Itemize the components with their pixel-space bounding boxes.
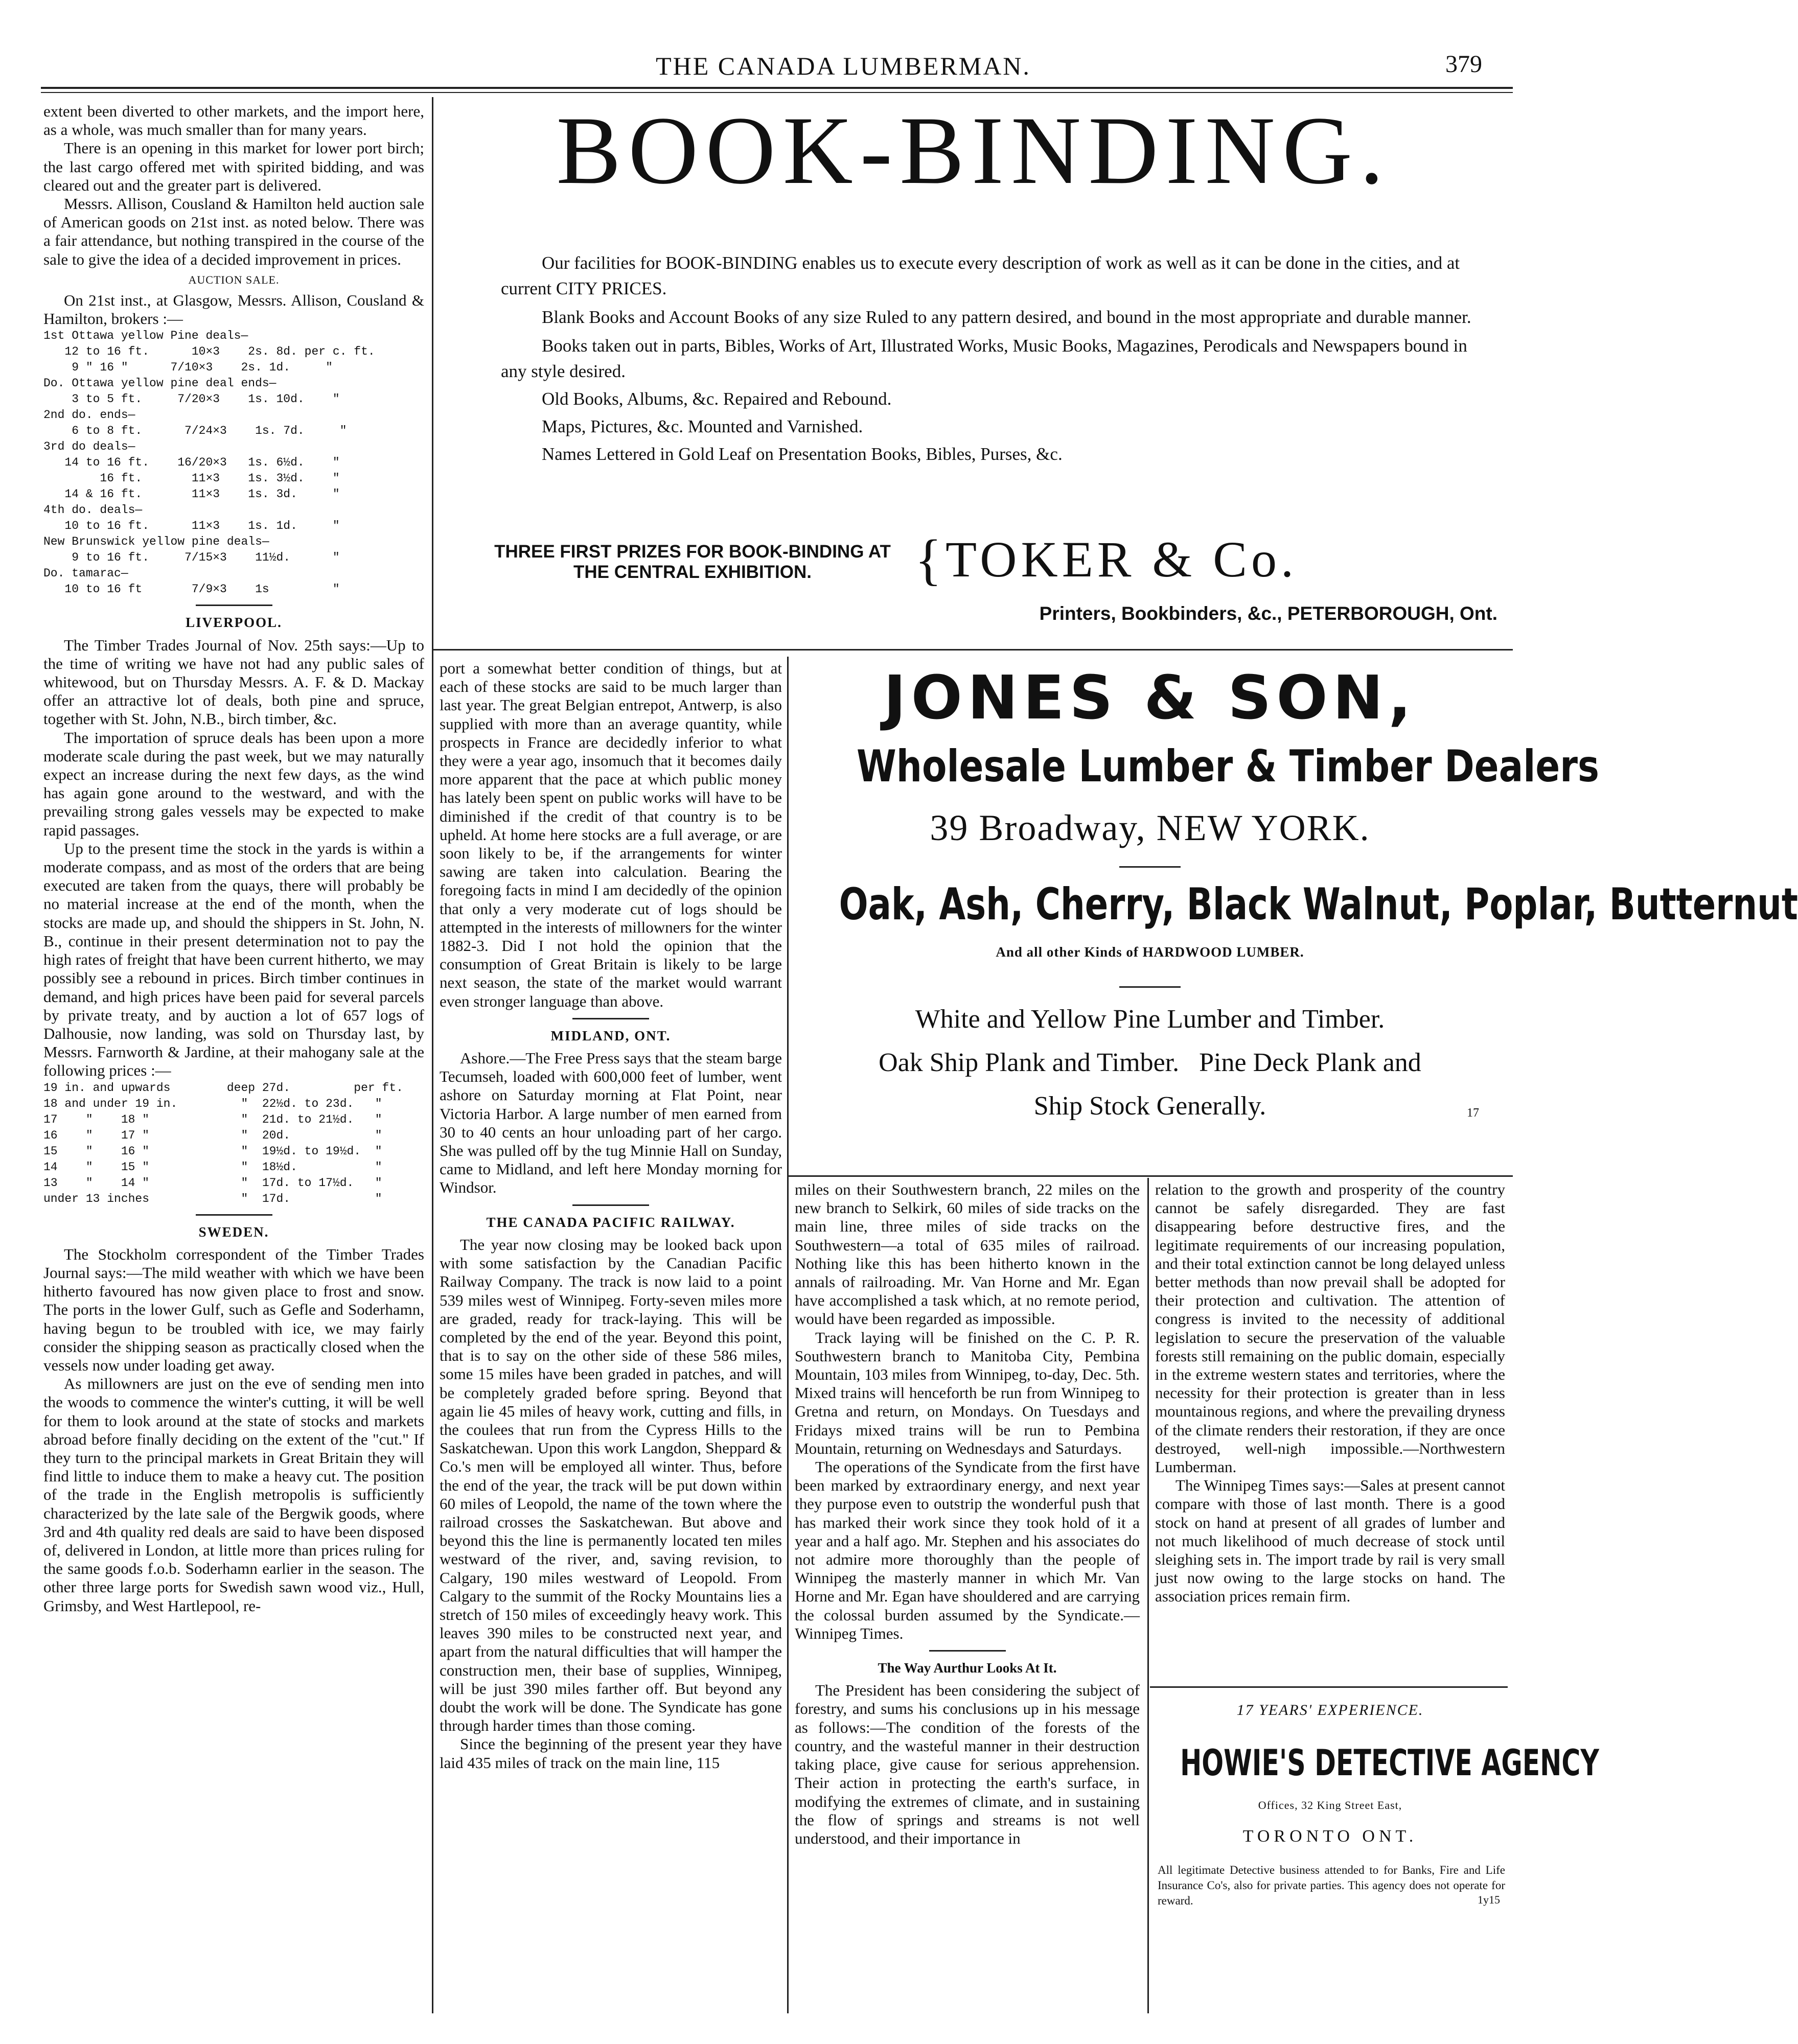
- price-line: 15 " 16 " " 19½d. to 19½d. ": [43, 1144, 382, 1158]
- jones-pine: White and Yellow Pine Lumber and Timber.: [915, 1005, 1385, 1034]
- price-line: Do. tamarac—: [43, 567, 128, 580]
- section-divider: [929, 1650, 1006, 1652]
- bookbinding-copy: [501, 250, 1497, 467]
- column-rule-3: [1147, 1178, 1149, 2013]
- price-line: 16 " 17 " " 20d. ": [43, 1128, 382, 1142]
- column-rule-2: [787, 657, 789, 2013]
- jones-ship-stock: Ship Stock Generally.: [1033, 1091, 1266, 1121]
- price-line: 13 " 14 " " 17d. to 17½d. ": [43, 1176, 382, 1190]
- fourth-column: [1155, 1180, 1505, 1681]
- article-text: Ashore.—The Free Press says that the steam barge Tecumseh, loaded with 600,000 feet of lumber, went ashore on Saturday morning at Flat Point, near Victoria Harbor. A large number of men earned from 30 to 40 cents an hour unloading part of her cargo. She was pulled off by the tug Minnie Hall on Sunday, came to Midland, and left here Monday morning for Windsor.: [440, 1049, 782, 1197]
- jones-woods: Oak, Ash, Cherry, Black Walnut, Poplar, Butternut: [839, 879, 1798, 930]
- header-rule: [41, 87, 1513, 89]
- masthead-title: THE CANADA LUMBERMAN.: [656, 52, 1031, 80]
- howie-experience: 17 YEARS' EXPERIENCE.: [1236, 1702, 1424, 1718]
- article-text: extent been diverted to other markets, and the import here, as a whole, was much smaller than for many years.: [43, 102, 424, 139]
- article-text: The Stockholm correspondent of the Timber Trades Journal says:—The mild weather with which we have been hitherto favoured has now given place to frost and snow. The ports in the lower Gulf, such as Gefle and Soderhamn, having begun to be troubled with ice, we may fairly consider the shipping season as practically closed when the vessels now under loading get away.: [43, 1245, 424, 1374]
- article-text: The operations of the Syndicate from the first have been marked by extraordinary energy, and next year they purpose even to outstrip the wonderful push that has marked their work since they took hold of it a year and a half ago. Mr. Stephen and his associates do not admire more thoroughly than the people of Winnipeg the masterly manner in which Mr. Van Horne and Mr. Egan have shouldered and are carrying the colossal burden assumed by the Syndicate.—Winnipeg Times.: [795, 1458, 1140, 1642]
- bookbinding-line: Our facilities for BOOK-BINDING enables us to execute every description of work as well as it can be done in the cities, and at current CITY PRICES.: [501, 253, 1460, 298]
- price-line: 14 " 15 " " 18½d. ": [43, 1160, 382, 1174]
- price-line: 4th do. deals—: [43, 503, 143, 517]
- price-line: 16 ft. 11×3 1s. 3½d. ": [43, 472, 340, 485]
- article-text: Messrs. Allison, Cousland & Hamilton held auction sale of American goods on 21st inst. as noted below. There was a fair attendance, but nothing transpired in the course of the sale to give the idea of a decided improvement in prices.: [43, 195, 424, 268]
- left-column: [43, 102, 424, 2003]
- jones-line-wholesale: Wholesale Lumber & Timber Dealers: [857, 741, 1599, 792]
- article-text: Track laying will be finished on the C. P. R. Southwestern branch to Manitoba City, Pembina Mountain, 103 miles from Winnipeg, to-day, Dec. 5th. Mixed trains will henceforth be run from Winnipeg to Gretna and return, on Mondays. On Tuesdays and Fridays mixed trains will be run to Pembina Mountain, returning on Wednesdays and Saturdays.: [795, 1328, 1140, 1457]
- price-line: 14 & 16 ft. 11×3 1s. 3d. ": [43, 487, 340, 501]
- section-divider: [196, 605, 272, 606]
- auction-heading: AUCTION SALE.: [188, 273, 280, 286]
- article-text: The President has been considering the subject of forestry, and sums his conclusions up in his message as follows:—The condition of the forests of the country, and the wasteful manner in their destruction taking place, give cause for serious apprehension. Their action in protecting the earth's surface, in modifying the extremes of climate, and in sustaining the flow of springs and streams is not well understood, and their importance in: [795, 1681, 1140, 1847]
- section-heading-midland: MIDLAND, ONT.: [550, 1028, 671, 1043]
- price-line: 14 to 16 ft. 16/20×3 1s. 6½d. ": [43, 456, 340, 470]
- section-heading-liverpool: LIVERPOOL.: [186, 615, 282, 631]
- jones-ad: [792, 654, 1798, 1173]
- price-line: 1st Ottawa yellow Pine deals—: [43, 329, 248, 343]
- price-line: 3 to 5 ft. 7/20×3 1s. 10d. ": [43, 392, 340, 406]
- howie-top-rule: [1150, 1686, 1508, 1688]
- price-line: 19 in. and upwards deep 27d. per ft.: [43, 1081, 403, 1095]
- article-text: The Winnipeg Times says:—Sales at present cannot compare with those of last month. There is a good stock on hand at present of all grades of lumber and not much likelihood of much decrease of stock until sleighing sets in. The import trade by rail is very small just now owing to the large stocks on hand. The association prices remain firm.: [1155, 1476, 1505, 1606]
- price-line: 10 to 16 ft. 11×3 1s. 1d. ": [43, 519, 340, 533]
- price-line: 9 to 16 ft. 7/15×3 11½d. ": [43, 551, 340, 565]
- jones-name: JONES & SON,: [883, 662, 1417, 733]
- article-text: Since the beginning of the present year they have laid 435 miles of track on the main line, 115: [440, 1735, 782, 1772]
- section-divider: [572, 1018, 649, 1019]
- price-line: New Brunswick yellow pine deals—: [43, 535, 269, 549]
- article-text: The Timber Trades Journal of Nov. 25th says:—Up to the time of writing we have not had any public sales of whitewood, but on Thursday Messrs. A. F. & D. Mackay offer an attractive lot of deals, both pine and spruce, together with St. John, N.B., birch timber, &c.: [43, 636, 424, 728]
- article-text: As millowners are just on the eve of sending men into the woods to commence the winter's cutting, it will be well for them to look around at the state of stocks and markets abroad before finally deciding on the extent of the "cut." If they turn to the principal markets in Great Britain they will find little to induce them to make a heavy cut. The position of the trade in the English metropolis is sufficiently characterized by the late sale of the Bergwik goods, where 3rd and 4th quality red deals are said to have been disposed of, delivered in London, at little more than prices ruling for the same goods f.o.b. Soderhamn earlier in the season. The other three large ports for Swedish sawn wood viz., Hull, Grimsby, and West Hartlepool, re-: [43, 1375, 424, 1615]
- price-line: 18 and under 19 in. " 22½d. to 23d. ": [43, 1097, 382, 1110]
- price-line: 3rd do deals—: [43, 440, 135, 454]
- howie-offices: Offices, 32 King Street East,: [1258, 1799, 1402, 1811]
- ad-divider-2: [789, 1175, 1513, 1177]
- price-line: 17 " 18 " " 21d. to 21½d. ": [43, 1112, 382, 1126]
- bookbinding-line: Maps, Pictures, &c. Mounted and Varnished.: [542, 416, 863, 436]
- bookbinding-line: Blank Books and Account Books of any size Ruled to any pattern desired, and bound in the most appropriate and durable manner.: [542, 307, 1471, 327]
- jones-address: 39 Broadway, NEW YORK.: [930, 807, 1370, 848]
- mahogany-price-list: [43, 1080, 424, 1207]
- article-text: The year now closing may be looked back upon with some satisfaction by the Canadian Pacific Railway Company. The track is now laid to a point 539 miles west of Winnipeg. Forty-seven miles more are graded, ready for track-laying. This will be completed by the end of the year. Beyond this point, that is to say on the other side of these 586 miles, some 15 miles have been graded in patches, and will be completely graded before spring. Beyond that again lie 45 miles of heavy work, cutting and fills, in the coulees that run from the Cypress Hills to the Saskatchewan. Upon this work Langdon, Sheppard & Co.'s men will be employed all winter. Thus, before the end of the year, the track will be put down within 60 miles of Leopold, the name of the town where the railroad crosses the Saskatchewan. But above and beyond this the line is permanently located ten miles westward of the river, and, saving revision, to Calgary, 190 miles westward of Leopold. From Calgary to the summit of the Rocky Mountains lies a stretch of 150 miles of exceedingly heavy work. This leaves 390 miles to be constructed next year, and apart from the natural difficulties that will hamper the construction men, their base of supplies, Winnipeg, will be just 390 miles farther off. But beyond any doubt the work will be done. The Syndicate has gone through harder times than those coming.: [440, 1235, 782, 1735]
- prizes-notice: THREE FIRST PRIZES FOR BOOK-BINDING AT THE CENTRAL EXHIBITION.: [494, 542, 891, 582]
- price-line: Do. Ottawa yellow pine deal ends—: [43, 377, 276, 390]
- howie-name: HOWIE'S DETECTIVE AGENCY: [1180, 1742, 1599, 1784]
- article-text: The importation of spruce deals has been upon a more moderate scale during the past week, but we may naturally expect an increase during the next few days, as the wind has again gone around to the westward, and with the prevailing strong gales vessels may be expected to make rapid passages.: [43, 728, 424, 839]
- bookbinding-line: Names Lettered in Gold Leaf on Presentation Books, Bibles, Purses, &c.: [542, 444, 1063, 464]
- section-heading-cpr: THE CANADA PACIFIC RAILWAY.: [486, 1214, 735, 1230]
- jones-ship-plank: Oak Ship Plank and Timber. Pine Deck Plank and: [879, 1048, 1421, 1077]
- column-rule-1: [432, 97, 433, 2013]
- jones-hardwood: And all other Kinds of HARDWOOD LUMBER.: [996, 944, 1304, 960]
- ad-divider: [433, 649, 1513, 651]
- jones-rule: [1119, 866, 1181, 868]
- toker-company: TOKER & Co.: [946, 531, 1298, 588]
- article-text: There is an opening in this market for lower port birch; the last cargo offered met with spirited bidding, and was cleared out and the greater part is delivered.: [43, 139, 424, 194]
- jones-code: 17: [1467, 1106, 1479, 1120]
- brace-icon: {: [915, 528, 942, 591]
- howie-city: TORONTO ONT.: [1242, 1827, 1418, 1846]
- howie-code: 1y15: [1478, 1893, 1500, 1906]
- article-text: relation to the growth and prosperity of the country cannot be safely disregarded. They are fast disappearing before destructive fires, and the legitimate requirements of our increasing population, and their total extinction cannot be long delayed unless better methods than now prevail shall be adopted for their protection and cultivation. The attention of congress is invited to the necessity of additional legislation to secure the preservation of the valuable forests still remaining on the public domain, especially in the extreme western states and territories, where the necessity for their protection is greater than in less mountainous regions, and where the prevailing dryness of the climate renders their restoration, if they are once destroyed, well-nigh impossible.—Northwestern Lumberman.: [1155, 1180, 1505, 1476]
- howie-ad: [1152, 1691, 1599, 2008]
- header-rule-2: [41, 92, 1513, 93]
- bookbinding-ad: [440, 97, 1508, 646]
- bookbinding-title: BOOK-BINDING.: [556, 97, 1391, 204]
- price-line: under 13 inches " 17d. ": [43, 1192, 382, 1205]
- price-line: 10 to 16 ft 7/9×3 1s ": [43, 583, 340, 596]
- article-text: Up to the present time the stock in the yards is within a moderate compass, and as most of the orders that are being executed are taken from the quays, there will probably be no material increase at the end of the month, when the stocks are made up, and should the shippers in St. John, N. B., continue in their present determination not to pay the high rates of freight that have been current hitherto, we may possibly see a rebound in prices. Birch timber continues in demand, and high prices have been paid for several parcels by private treaty, and by auction a lot of 657 logs of Dalhousie, now landing, was sold on Thursday last, by Messrs. Farnworth & Jardine, at their mahogany sale at the following prices :—: [43, 839, 424, 1080]
- third-column: [795, 1180, 1140, 2008]
- toker-subtitle: Printers, Bookbinders, &c., PETERBOROUGH, Ont.: [1039, 603, 1497, 624]
- article-text: miles on their Southwestern branch, 22 miles on the new branch to Selkirk, 60 miles of side tracks on the main line, three miles of side tracks on the Southwestern—a total of 635 miles of railroad. Nothing like this has been hitherto known in the annals of railroading. Mr. Van Horne and Mr. Egan have accomplished a task which, at no remote period, would have been regarded as impossible.: [795, 1180, 1140, 1328]
- auction-price-list: [43, 328, 424, 597]
- price-line: 2nd do. ends—: [43, 408, 135, 422]
- jones-rule-2: [1119, 986, 1181, 988]
- price-line: 9 " 16 " 7/10×3 2s. 1d. ": [43, 361, 333, 375]
- price-line: 6 to 8 ft. 7/24×3 1s. 7d. ": [43, 424, 347, 438]
- article-text: On 21st inst., at Glasgow, Messrs. Allison, Cousland & Hamilton, brokers :—: [43, 291, 424, 328]
- bookbinding-line: Books taken out in parts, Bibles, Works of Art, Illustrated Works, Music Books, Magazines, Perodicals and Newspapers bound in any style desired.: [501, 336, 1467, 381]
- section-divider: [196, 1214, 272, 1216]
- howie-note: All legitimate Detective business attended to for Banks, Fire and Life Insurance Co's, also for private parties. This agency does not operate for reward.: [1158, 1864, 1505, 1907]
- section-heading-sweden: SWEDEN.: [198, 1224, 269, 1240]
- section-divider: [572, 1204, 649, 1206]
- article-text: port a somewhat better condition of things, but at each of these stocks are said to be much larger than last year. The great Belgian entrepot, Antwerp, is also supplied with more than an average quantity, while prospects in France are decidedly inferior to what they were a year ago, insomuch that it becomes daily more apparent that the pace at which public money has lately been spent on public works will have to be diminished if the credit of that country is to be upheld. At home here stocks are a full average, or are soon likely to be, if the arrangements for winter sawing are taken into calculation. Bearing the foregoing facts in mind I am decidedly of the opinion that only a very moderate cut of logs should be attempted in the interests of millowners for the winter 1882-3. Did I not hold the opinion that the consumption of Great Britain is likely to be large next season, the state of the market would warrant even stronger language than above.: [440, 659, 782, 1010]
- middle-column: [440, 659, 782, 2008]
- bookbinding-line: Old Books, Albums, &c. Repaired and Rebound.: [542, 389, 892, 409]
- price-line: 12 to 16 ft. 10×3 2s. 8d. per c. ft.: [43, 345, 375, 359]
- page-number: 379: [1445, 51, 1482, 78]
- section-heading-arthur: The Way Aurthur Looks At It.: [878, 1660, 1057, 1676]
